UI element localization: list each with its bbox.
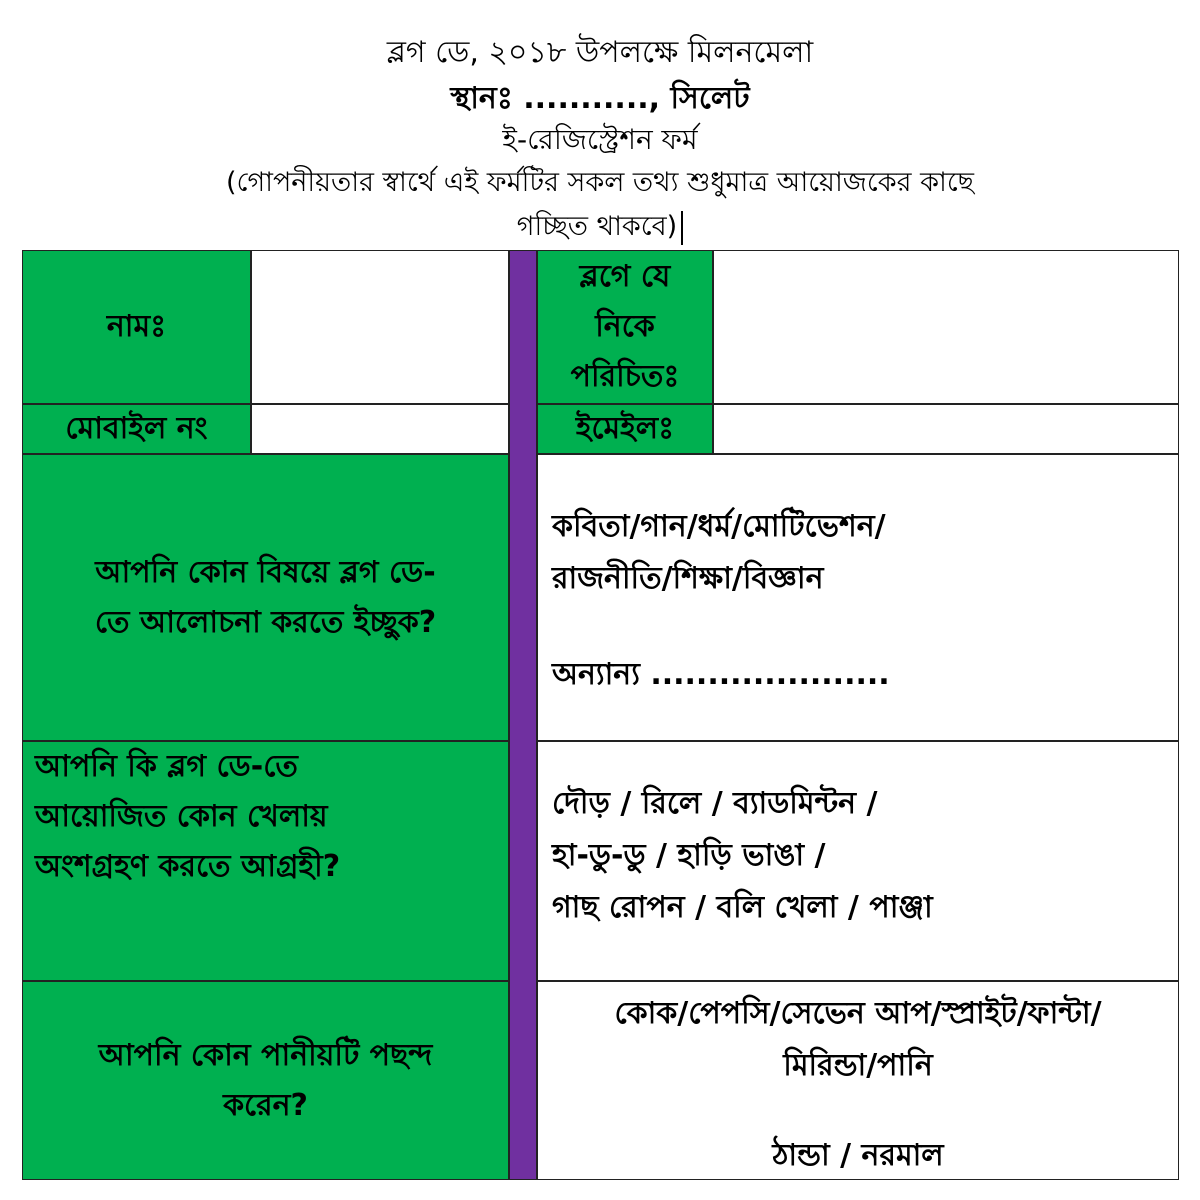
drink-question-l1: আপনি কোন পানীয়টি পছন্দ <box>98 1037 433 1073</box>
email-label <box>537 404 713 454</box>
games-options-l2: হা-ডু-ডু / হাড়ি ভাঙা / <box>552 838 826 873</box>
mobile-label <box>22 404 251 454</box>
blog-nickname-label <box>537 250 713 404</box>
drink-options-l2: মিরিন্ডা/পানি <box>783 1048 933 1083</box>
drink-options[interactable] <box>537 981 1179 1180</box>
name-label-text: নামঃ <box>106 309 167 344</box>
name-input[interactable] <box>251 250 509 404</box>
games-options[interactable] <box>537 741 1179 981</box>
topic-options[interactable] <box>537 454 1179 741</box>
drink-question <box>22 981 509 1180</box>
topic-question <box>22 454 509 741</box>
venue-line: স্থানঃ ..........., সিলেট <box>450 81 750 116</box>
email-input[interactable] <box>713 404 1179 454</box>
event-title: ব্লগ ডে, ২০১৮ উপলক্ষে মিলনমেলা <box>386 35 814 70</box>
games-question-l3: অংশগ্রহণ করতে আগ্রহী? <box>35 849 341 884</box>
mobile-input[interactable] <box>251 404 509 454</box>
drink-question-l2: করেন? <box>223 1087 308 1123</box>
form-name: ই-রেজিস্ট্রেশন ফর্ম <box>502 123 698 156</box>
blog-nickname-label-l3: পরিচিতঃ <box>570 359 680 394</box>
privacy-note-text: গচ্ছিত থাকবে) <box>516 211 678 242</box>
column-divider <box>509 250 537 1180</box>
games-question-l1: আপনি কি ব্লগ ডে-তে <box>35 749 298 784</box>
registration-table <box>22 250 1179 1180</box>
topic-question-l1: আপনি কোন বিষয়ে ব্লগ ডে- <box>95 554 436 590</box>
topic-options-l1: কবিতা/গান/ধর্ম/মোটিভেশন/ <box>552 509 886 544</box>
email-label-text: ইমেইলঃ <box>575 411 675 446</box>
games-options-l1: দৌড় / রিলে / ব্যাডমিন্টন / <box>552 786 878 821</box>
topic-other: অন্যান্য ..................... <box>552 657 890 692</box>
blog-nickname-label-l2: নিকে <box>595 309 655 344</box>
topic-question-l2: তে আলোচনা করতে ইচ্ছুক? <box>94 604 437 640</box>
name-label <box>22 250 251 404</box>
privacy-note-line2 <box>0 206 1200 251</box>
mobile-label-text: মোবাইল নং <box>65 411 208 446</box>
topic-options-l2: রাজনীতি/শিক্ষা/বিজ্ঞান <box>552 561 824 596</box>
drink-temperature: ঠান্ডা / নরমাল <box>772 1138 944 1173</box>
privacy-note-line1: (গোপনীয়তার স্বার্থে এই ফর্মটির সকল তথ্য শুধুমাত্র আয়োজকের কাছে <box>225 167 975 198</box>
games-options-l3: গাছ রোপন / বলি খেলা / পাঞ্জা <box>552 890 933 925</box>
games-question-l2: আয়োজিত কোন খেলায় <box>35 799 328 834</box>
blog-nickname-input[interactable] <box>713 250 1179 404</box>
blog-nickname-label-l1: ব্লগে যে <box>579 259 671 294</box>
games-question <box>22 741 509 981</box>
drink-options-l1: কোক/পেপসি/সেভেন আপ/স্প্রাইট/ফান্টা/ <box>614 996 1102 1031</box>
text-cursor <box>681 211 683 245</box>
